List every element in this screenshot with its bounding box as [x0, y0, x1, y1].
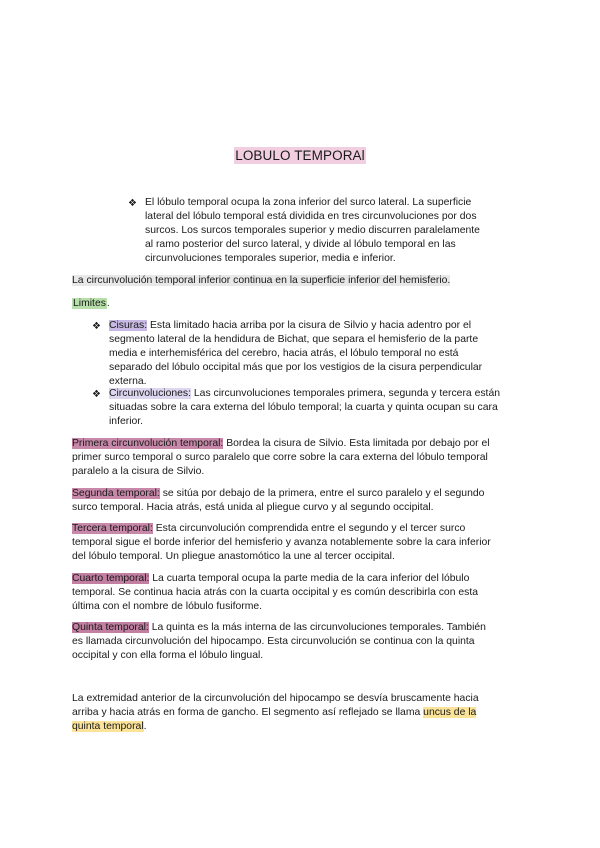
section-line: es llamada circunvolución del hipocampo. Esta circunvolución se continua con la quinta — [72, 636, 475, 647]
section-line — [72, 522, 542, 536]
closing-line2-text: arriba y hacia atrás en forma de gancho. El segmento así reflejado se llama — [72, 707, 424, 718]
section-first: Bordea la cisura de Silvio. Esta limitada por debajo por el — [223, 438, 490, 449]
section-first: Esta circunvolución comprendida entre el segundo y el tercer surco — [152, 523, 466, 534]
intro-line: lateral del lóbulo temporal está dividida en tres circunvoluciones por dos — [145, 211, 477, 222]
section-line: paralelo a la cisura de Silvio. — [72, 466, 205, 477]
section-line — [72, 621, 542, 635]
inferior-note-text: La circunvolución temporal inferior continua en la superficie inferior del hemisferio. — [72, 275, 451, 286]
section-term: Quinta temporal: — [72, 622, 149, 633]
limit-first: Esta limitado hacia arriba por la cisura de Silvio y hacia adentro por el — [147, 320, 472, 331]
section-term: Segunda temporal: — [72, 488, 160, 499]
intro-paragraph — [145, 196, 525, 266]
intro-line: surcos. Los surcos temporales superior y medio discurren paralelamente — [145, 225, 480, 236]
section-first: La quinta es la más interna de las circunvoluciones temporales. También — [148, 622, 486, 633]
section-quinta — [72, 621, 542, 663]
limit-line: media e interhemisférica del cerebro, hacia atrás, el lóbulo temporal no está — [109, 348, 459, 359]
page-title — [0, 148, 600, 163]
section-segunda — [72, 487, 542, 515]
section-tercera — [72, 522, 542, 564]
section-line: occipital y con ella forma el lóbulo lingual. — [72, 650, 264, 661]
intro-line: al ramo posterior del surco lateral, y divide al lóbulo temporal en las — [145, 239, 456, 250]
section-term: Cuarto temporal: — [72, 573, 150, 584]
section-line — [72, 572, 542, 586]
intro-line: El lóbulo temporal ocupa la zona inferior del surco lateral. La superficie — [145, 197, 472, 208]
section-line — [72, 437, 542, 451]
limit-line: separado del lóbulo occipital más que por los vestigios de la cisura perpendicular — [109, 362, 483, 373]
limit-line — [109, 319, 529, 333]
limit-term: Circunvoluciones: — [109, 388, 192, 399]
title-text: LOBULO TEMPORAl — [235, 148, 365, 163]
cisuras-bullet-icon: ❖ — [92, 321, 101, 332]
section-line — [72, 487, 542, 501]
closing-paragraph — [72, 692, 542, 734]
inferior-note — [72, 274, 552, 288]
closing-line: La extremidad anterior de la circunvolución del hipocampo se desvía bruscamente hacia — [72, 693, 479, 704]
closing-quinta-highlight: quinta temporal — [72, 721, 144, 732]
section-line: temporal. Se continua hacia atrás con la cuarta occipital y es común describirla con esta — [72, 587, 479, 598]
intro-line: circunvoluciones temporales superior, media e inferior. — [145, 253, 396, 264]
closing-uncus-highlight: uncus de la — [423, 707, 477, 718]
circunvoluciones-bullet-icon: ❖ — [92, 389, 101, 400]
section-line: primer surco temporal o surco paralelo que corre sobre la cara externa del lóbulo temporal — [72, 452, 488, 463]
limit-line: segmento lateral de la hendidura de Bichat, que separa el hemisferio de la parte — [109, 334, 479, 345]
section-line: temporal sigue el borde inferior del hemisferio y avanza notablemente sobre la cara inferior — [72, 537, 491, 548]
limit-term: Cisuras: — [109, 320, 148, 331]
limit-item-circunvoluciones — [109, 387, 539, 429]
limit-line: externa. — [109, 376, 147, 387]
section-first: se sitúa por debajo de la primera, entre el surco paralelo y el segundo — [159, 488, 485, 499]
limit-line — [109, 387, 539, 401]
section-line: última con el nombre de lóbulo fusiforme. — [72, 601, 263, 612]
closing-line3-punct: . — [143, 721, 147, 732]
limit-line: situadas sobre la cara externa del lóbulo temporal; la cuarta y quinta ocupan su cara — [109, 402, 498, 413]
closing-line — [72, 720, 542, 734]
limites-label: Limites — [73, 298, 106, 309]
limites-heading — [72, 297, 110, 311]
section-cuarto — [72, 572, 542, 614]
section-line: surco temporal. Hacia atrás, está unida al pliegue curvo y al segundo occipital. — [72, 502, 434, 513]
closing-line — [72, 706, 542, 720]
intro-bullet-icon: ❖ — [128, 198, 137, 209]
section-first: La cuarta temporal ocupa la parte media de la cara inferior del lóbulo — [149, 573, 470, 584]
section-primera — [72, 437, 542, 479]
limites-punct: . — [106, 298, 110, 309]
section-term: Primera circunvolución temporal: — [72, 438, 224, 449]
section-line: del lóbulo temporal. Un pliegue anastomótico la une al tercer occipital. — [72, 551, 395, 562]
section-term: Tercera temporal: — [72, 523, 153, 534]
limit-item-cisuras — [109, 319, 529, 389]
limit-first: Las circunvoluciones temporales primera, segunda y tercera están — [191, 388, 501, 399]
limit-line: inferior. — [109, 416, 144, 427]
